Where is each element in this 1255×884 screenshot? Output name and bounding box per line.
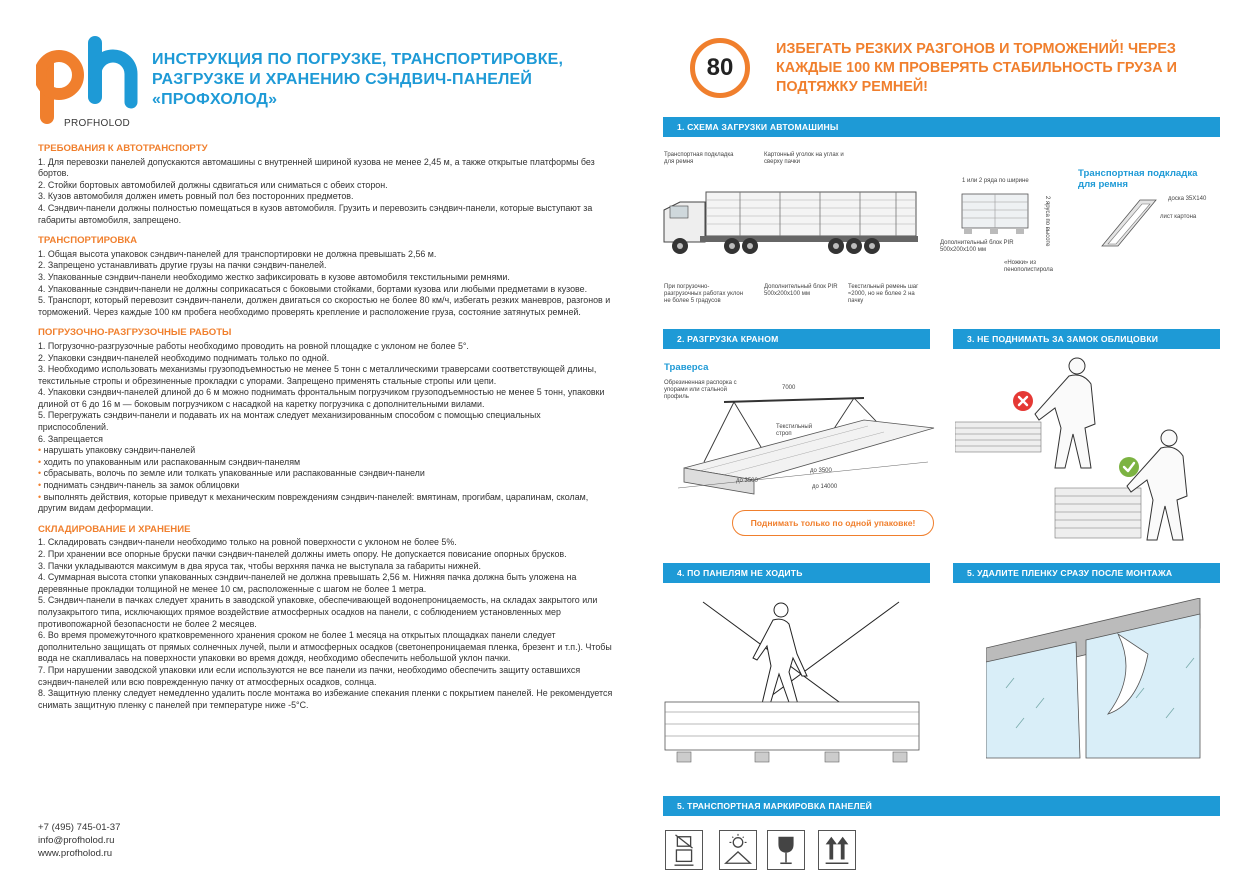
pallet-label-block: Дополнительный блок PIR 500х200х100 мм	[940, 240, 1014, 253]
section-bar-marking: 5. ТРАНСПОРТНАЯ МАРКИРОВКА ПАНЕЛЕЙ	[663, 796, 1220, 816]
section-heading-transport: ТРАНСПОРТИРОВКА	[38, 235, 138, 247]
pallet-label-rows: 1 или 2 ряда по ширине	[962, 178, 1029, 184]
protect-from-sun-icon	[719, 830, 757, 870]
loading-item: 1. Погрузочно-разгрузочные работы необходимо проводить на ровной площадке с уклоном не более 5°.	[38, 340, 469, 351]
page-title: ИНСТРУКЦИЯ ПО ПОГРУЗКЕ, ТРАНСПОРТИРОВКЕ, РАЗГРУЗКЕ И ХРАНЕНИЮ СЭНДВИЧ-ПАНЕЛЕЙ «ПРОФХОЛОД»	[152, 51, 564, 108]
no-walking-illustration	[663, 596, 929, 770]
speed-warning: ИЗБЕГАТЬ РЕЗКИХ РАЗГОНОВ И ТОРМОЖЕНИЙ! ЧЕРЕЗ КАЖДЫЕ 100 КМ ПРОВЕРЯТЬ СТАБИЛЬНОСТЬ ГРУЗА И ПОДТЯЖКУ РЕМНЕЙ!	[776, 41, 1178, 95]
crane-illustration	[664, 372, 936, 512]
req-item: 1. Для перевозки панелей допускаются автомашины с внутренней шириной кузова не менее 2,45 м, а также открытые платформы без бортов.	[38, 156, 595, 179]
section-bar-no-lift-lock: 3. НЕ ПОДНИМАТЬ ЗА ЗАМОК ОБЛИЦОВКИ	[953, 329, 1220, 349]
req-item: 3. Кузов автомобиля должен иметь ровный пол без посторонних предметов.	[38, 191, 354, 202]
no-lift-lock-illustration	[955, 356, 1220, 546]
transport-item: 2. Запрещено устанавливать другие грузы на пачки сэндвич-панелей.	[38, 260, 327, 271]
lift-one-pack-note: Поднимать только по одной упаковке!	[732, 510, 934, 536]
pallet-illustration	[960, 192, 1036, 238]
transport-item: 3. Упакованные сэндвич-панели необходимо жестко зафиксировать в кузове автомобиля текстильными ремнями.	[38, 271, 510, 282]
storage-item: 4. Суммарная высота стопки упакованных сэндвич-панелей не должна превышать 2,56 м. Нижняя пачка должна быть уложена на деревянные прокладки толщиной не менее 10 см, расположенные с шагом не более 1 метра.	[38, 572, 577, 594]
section-heading-storage: СКЛАДИРОВАНИЕ И ХРАНЕНИЕ	[38, 523, 191, 535]
loading-item: 6. Запрещается	[38, 433, 103, 444]
section-bar-crane: 2. РАЗГРУЗКА КРАНОМ	[663, 329, 930, 349]
crane-spacer-label: Обрезиненная распорка с упорами или стальной профиль	[664, 380, 737, 400]
prohibited-item: • нарушать упаковку сэндвич-панелей	[38, 445, 613, 457]
loading-item: 2. Упаковки сэндвич-панелей необходимо поднимать только по одной.	[38, 352, 330, 363]
crane-dim-3: до 14000	[812, 484, 838, 490]
storage-item: 8. Защитную пленку следует немедленно удалить после монтажа во избежание спекания пленки с покрытием панелей. Не рекомендуется снимать защитную пленку с панелей при температуре ниже -5°C.	[38, 688, 613, 710]
wrong-icon	[1012, 390, 1034, 412]
section-bar-no-walking: 4. ПО ПАНЕЛЯМ НЕ ХОДИТЬ	[663, 563, 930, 583]
stacking-limit-icon	[665, 830, 703, 870]
pallet-label-feet: «Ножки» из пенополистирола	[1004, 260, 1054, 273]
section-bar-truck-loading: 1. СХЕМА ЗАГРУЗКИ АВТОМАШИНЫ	[663, 117, 1220, 137]
prohibited-item: • ходить по упакованным или распакованным сэндвич-панелям	[38, 457, 613, 469]
this-way-up-icon	[818, 830, 856, 870]
pallet-label-height: 2 яруса по высоте	[1044, 196, 1050, 247]
prohibited-item: • поднимать сэндвич-панель за замок облицовки	[38, 480, 613, 492]
truck-label-pad: Транспортная подкладка для ремня	[664, 152, 734, 165]
pad-title: Транспортная подкладка для ремня	[1078, 168, 1198, 190]
logo-wordmark: PROFHOLOD	[64, 118, 131, 129]
req-item: 4. Сэндвич-панели должны полностью помещаться в кузов автомобиля. Грузить и перевозить сэндвич-панели, которые выступают за габариты автомобиля, запрещено.	[38, 202, 593, 225]
transport-item: 5. Транспорт, который перевозит сэндвич-панели, должен двигаться со скоростью не более 80 км/ч, избегать резких маневров, разгонов и торможений. Через каждые 100 км пробега необходимо проверять крепление и расположение груза, состояние затянутых ремней.	[38, 295, 611, 317]
email[interactable]: info@profholod.ru	[38, 834, 115, 846]
crane-length: 7000	[782, 385, 796, 391]
truck-illustration	[660, 180, 922, 262]
phone[interactable]: +7 (495) 745-01-37	[38, 822, 121, 833]
crane-dim-1: до 3500	[736, 478, 758, 484]
storage-item: 6. Во время промежуточного кратковременного хранения сроком не более 1 месяца на открытых площадках панели следует дополнительно защищать от прямых солнечных лучей, пыли и атмосферных осадков (светонепроницаемая пленка, брезент и т.п.). Чтобы вода не скапливалась на поверхности упаковки во время дождя, необходимо обеспечить небольшой уклон пачки.	[38, 630, 612, 664]
section-heading-requirements: ТРЕБОВАНИЯ К АВТОТРАНСПОРТУ	[38, 143, 208, 154]
contacts	[38, 822, 120, 860]
prohibited-item: • сбрасывать, волочь по земле или толкать упакованные или распакованные сэндвич-панели	[38, 468, 613, 480]
pad-label-board: доска 35Х140	[1168, 196, 1207, 202]
loading-item: 3. Необходимо использовать механизмы грузоподъемностью не менее 5 тонн с металлическими траверсами соответствующей длины, текстильные стропы и обрезиненные прокладки с упорами. Запрещено применять стальные стропы или цепи.	[38, 364, 597, 386]
prohibited-item: • выполнять действия, которые приведут к механическим повреждениям сэндвич-панелей: вмятинам, прогибам, царапинам, сколам, другим видам деформации.	[38, 492, 613, 515]
crane-strop-label: Текстильный строп	[776, 424, 813, 437]
correct-icon	[1118, 456, 1140, 478]
section-bar-remove-film: 5. УДАЛИТЕ ПЛЕНКУ СРАЗУ ПОСЛЕ МОНТАЖА	[953, 563, 1220, 583]
speed-limit-sign	[690, 38, 750, 98]
truck-label-strap: Текстильный ремень шаг ≈2000, но не более 2 на пачку	[848, 284, 919, 304]
storage-item: 1. Складировать сэндвич-панели необходимо только на ровной поверхности с уклоном не более 5%.	[38, 537, 457, 548]
req-item: 2. Стойки бортовых автомобилей должны сдвигаться или сниматься с обеих сторон.	[38, 179, 388, 190]
crane-title: Траверса	[664, 362, 709, 373]
truck-label-slope: При погрузочно-разгрузочных работах уклон не более 5 градусов	[664, 284, 744, 304]
remove-film-illustration	[986, 598, 1208, 766]
storage-item: 7. При нарушении заводской упаковки или если используются не все панели из пачки, необходимо обеспечить защиту оставшихся сэндвич-панелей или всю поврежденную пачку от атмосферных осадков, солнца.	[38, 664, 581, 687]
fragile-icon	[767, 830, 805, 870]
storage-item: 3. Пачки укладываются максимум в два яруса так, чтобы верхняя пачка не выступала за габариты нижней.	[38, 560, 481, 571]
crane-dim-2: до 3500	[810, 468, 832, 474]
transport-item: 4. Упакованные сэндвич-панели не должны соприкасаться с боковыми стойками, бортами кузова или любыми предметами в кузове.	[38, 283, 588, 294]
website[interactable]: www.profholod.ru	[38, 847, 113, 859]
storage-item: 5. Сэндвич-панели в пачках следует хранить в заводской упаковке, обеспечивающей водонепроницаемость, на складах закрытого или полузакрытого типа, исключающих прямое воздействие атмосферных осадков на панели, с соблюдением установленных мер противопожарной безопасности не более 2 месяцев.	[38, 595, 598, 629]
section-heading-loading: ПОГРУЗОЧНО-РАЗГРУЗОЧНЫЕ РАБОТЫ	[38, 327, 232, 339]
storage-item: 2. При хранении все опорные бруски пачки сэндвич-панелей должны иметь опору. Не допускается повисание опорных брусков.	[38, 549, 567, 559]
loading-item: 4. Упаковки сэндвич-панелей длиной до 6 м можно поднимать фронтальным погрузчиком грузоподъемностью не менее 5 тонн, упаковки длиной от 6 до 16 м — боковым погрузчиком с насадкой на каретку погрузчика с дополнительными вилами.	[38, 387, 605, 409]
transport-item: 1. Общая высота упаковок сэндвич-панелей для транспортировки не должна превышать 2,56 м.	[38, 248, 437, 259]
loading-item: 5. Перегружать сэндвич-панели и подавать их на монтаж следует механизированным способом с помощью специальных приспособлений.	[38, 410, 541, 433]
speed-limit-value: 80	[706, 54, 734, 81]
pad-illustration	[1100, 196, 1172, 252]
instructions-column	[38, 143, 613, 711]
pad-label-cardboard: лист картона	[1160, 214, 1197, 220]
truck-label-corner: Картонный уголок на углах и сверху пачки	[764, 152, 844, 165]
truck-label-block: Дополнительный блок PIR 500х200х100 мм	[764, 284, 838, 297]
